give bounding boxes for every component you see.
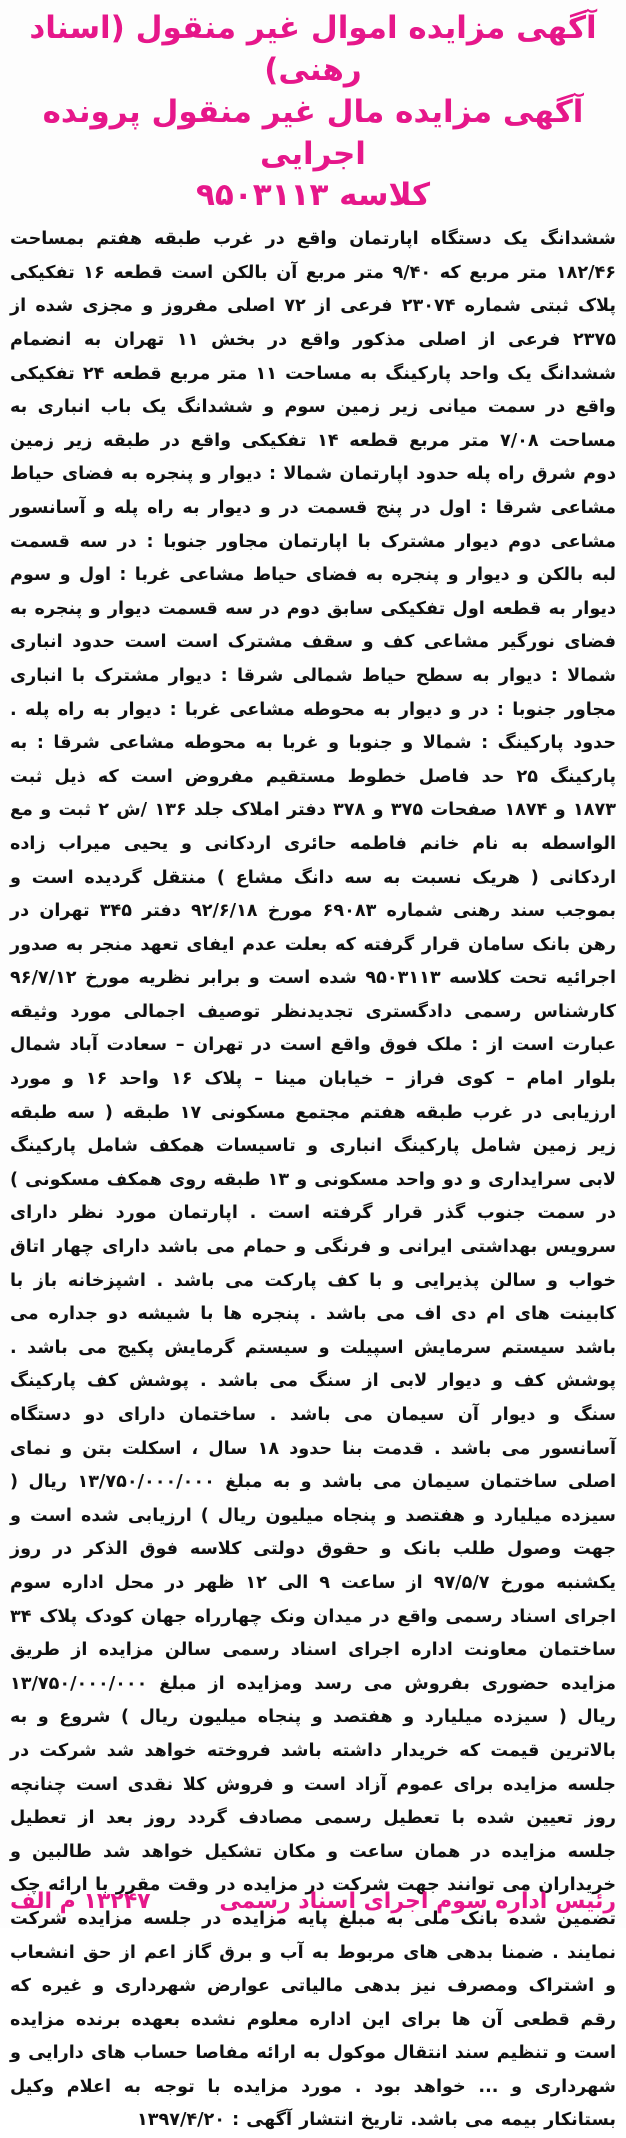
footer-code: ۱۳۲۴۷ م الف	[10, 1888, 151, 1914]
notice-title-line1: آگهی مزایده اموال غیر منقول (اسناد رهنی)	[29, 10, 597, 88]
notice-title-line2: آگهی مزایده مال غیر منقول پرونده اجرایی	[42, 93, 584, 172]
footer-signer: رئیس اداره سوم اجرای اسناد رسمی	[219, 1888, 616, 1914]
notice-case-number: کلاسه ۹۵۰۳۱۱۳	[195, 177, 431, 214]
notice-body-text: ششدانگ یک دستگاه اپارتمان واقع در غرب طبقه هفتم بمساحت ۱۸۲/۴۶ متر مربع که ۹/۴۰ متر مربع آن بالکن است قطعه ۱۶ تفکیکی پلاک ثبتی شماره ۲۳۰۷۴ فرعی از ۷۲ اصلی مفروز و مجزی شده از ۲۳۷۵ فرعی از اصلی مذکور واقع در بخش ۱۱ تهران به انضمام ششدانگ یک واحد پارکینگ به مساحت ۱۱ متر مربع قطعه ۲۴ تفکیکی واقع در سمت میانی زیر زمین سوم و ششدانگ یک باب انباری به مساحت ۷/۰۸ متر مربع قطعه ۱۴ تفکیکی واقع در طبقه زیر زمین دوم شرق راه پله حدود اپارتمان شمالا : دیوار و پنجره به فضای حیاط مشاعی شرقا : اول در پنج قسمت در و دیوار به راه پله و آسانسور مشاعی دوم دیوار مشترک با اپارتمان مجاور جنوبا : در سه قسمت لبه بالکن و دیوار و پنجره به فضای حیاط مشاعی غربا : اول و سوم دیوار به قطعه اول تفکیکی سابق دوم در سه قسمت دیوار و پنجره به فضای نورگیر مشاعی کف و سقف مشترک است است حدود انباری شمالا : دیوار به سطح حیاط شمالی شرقا : دیوار مشترک با انباری مجاور جنوبا : در و دیوار به محوطه مشاعی غربا : دیوار به راه پله . حدود پارکینگ : شمالا و جنوبا و غربا به محوطه مشاعی شرقا : به پارکینگ ۲۵ حد فاصل خطوط مستقیم مفروض است که ذیل ثبت ۱۸۷۳ و ۱۸۷۴ صفحات ۳۷۵ و ۳۷۸ دفتر املاک جلد ۱۳۶ /ش ۲ ثبت و مع الواسطه به نام خانم فاطمه حائری اردکانی و یحیی میراب زاده اردکانی ( هریک نسبت به سه دانگ مشاع ) منتقل گردیده است و بموجب سند رهنی شماره ۶۹۰۸۳ مورخ ۹۲/۶/۱۸ دفتر ۳۴۵ تهران در رهن بانک سامان قرار گرفته که بعلت عدم ایفای تعهد منجر به صدور اجرائیه تحت کلاسه ۹۵۰۳۱۱۳ شده است و برابر نظریه مورخ ۹۶/۷/۱۲ کارشناس رسمی دادگستری تجدیدنظر توصیف اجمالی مورد وثیقه عبارت است از : ملک فوق واقع است در تهران – سعادت آباد شمال بلوار امام – کوی فراز – خیابان مینا – پلاک ۱۶ واحد ۱۶ و مورد ارزیابی در غرب طبقه هفتم مجتمع مسکونی ۱۷ طبقه ( سه طبقه زیر زمین شامل پارکینگ انباری و تاسیسات همکف شامل پارکینگ لابی سرایداری و دو واحد مسکونی و ۱۳ طبقه روی همکف مسکونی ) در سمت جنوب گذر قرار گرفته است . اپارتمان مورد نظر دارای سرویس بهداشتی ایرانی و فرنگی و حمام می باشد دارای چهار اتاق خواب و سالن پذیرایی و با کف پارکت می باشد . اشپزخانه باز با کابینت های ام دی اف می باشد . پنجره ها با شیشه دو جداره می باشد سیستم سرمایش اسپیلت و سیستم گرمایش پکیج می باشد . پوشش کف و دیوار لابی از سنگ می باشد . پوشش کف پارکینگ سنگ و دیوار آن سیمان می باشد . ساختمان دارای دو دستگاه آسانسور می باشد . قدمت بنا حدود ۱۸ سال ، اسکلت بتن و نمای اصلی ساختمان سیمان می باشد و به مبلغ ۱۳/۷۵۰/۰۰۰/۰۰۰ ریال ( سیزده میلیارد و هفتصد و پنجاه میلیون ریال ) ارزیابی شده است و جهت وصول طلب بانک و حقوق دولتی کلاسه فوق الذکر در روز یکشنبه مورخ ۹۷/۵/۷ از ساعت ۹ الی ۱۲ ظهر در محل اداره سوم اجرای اسناد رسمی واقع در میدان ونک چهارراه جهان کودک پلاک ۳۴ ساختمان معاونت اداره اجرای اسناد رسمی سالن مزایده از طریق مزایده حضوری بفروش می رسد ومزایده از مبلغ ۱۳/۷۵۰/۰۰۰/۰۰۰ ریال ( سیزده میلیارد و هفتصد و پنجاه میلیون ریال ) شروع و به بالاترین قیمت که خریدار داشته باشد فروخته خواهد شد شرکت در جلسه مزایده برای عموم آزاد است و فروش کلا نقدی است چنانچه روز تعیین شده با تعطیل رسمی مصادف گردد روز بعد از تعطیل جلسه مزایده در همان ساعت و مکان تشکیل خواهد شد طالبین و خریداران می توانند جهت شرکت در مزایده در وقت مقرر با ارائه چک تضمین شده بانک ملی به مبلغ پایه مزایده در جلسه مزایده شرکت نمایند . ضمنا بدهی های مربوط به آب و برق گاز اعم از حق انشعاب و اشتراک ومصرف نیز بدهی مالیاتی عوارض شهرداری و غیره که رقم قطعی آن ها برای این اداره معلوم نشده بعهده برنده مزایده است و تنظیم سند انتقال موکول به ارائه مفاصا حساب های دارایی و شهرداری و ... خواهد بود . مورد مزایده با توجه به اعلام وکیل بستانکار بیمه می باشد. تاریخ انتشار آگهی : ۱۳۹۷/۴/۲۰	[10, 229, 617, 2131]
notice-footer	[10, 1880, 616, 1922]
